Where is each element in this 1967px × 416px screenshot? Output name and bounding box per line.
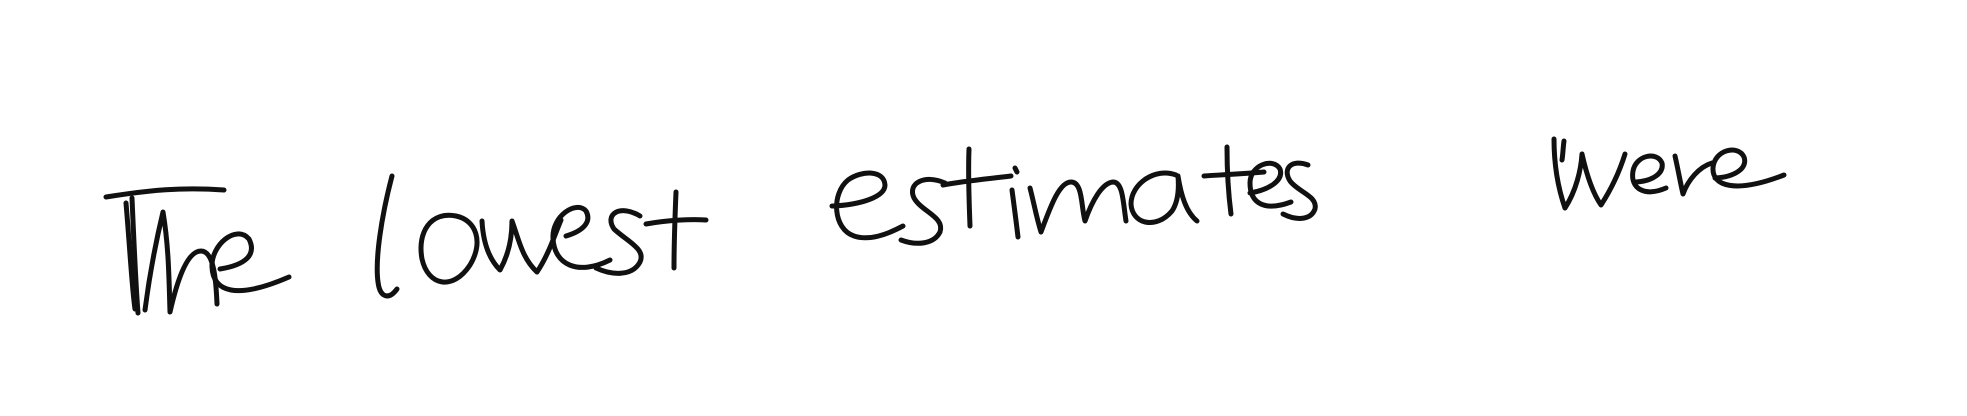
lowest-o bbox=[421, 215, 477, 282]
estimates-i bbox=[1012, 190, 1018, 237]
lowest-w bbox=[482, 220, 561, 272]
lowest-l bbox=[377, 176, 397, 296]
estimates-t-bar bbox=[943, 176, 1011, 185]
the-e bbox=[212, 234, 289, 291]
word-were bbox=[1554, 139, 1784, 208]
estimates-e-2 bbox=[1250, 163, 1291, 206]
lowest-t-stem bbox=[674, 192, 676, 268]
estimates-e bbox=[832, 173, 903, 238]
word-the bbox=[106, 189, 289, 313]
estimates-i-dot bbox=[1015, 168, 1017, 172]
estimates-s bbox=[901, 179, 945, 243]
estimates-t-stem bbox=[969, 149, 970, 226]
estimates-s-2 bbox=[1283, 163, 1315, 218]
the-t-bar bbox=[106, 189, 224, 197]
lowest-e bbox=[553, 207, 610, 267]
estimates-m bbox=[1030, 182, 1126, 232]
the-h bbox=[145, 212, 217, 312]
were-r bbox=[1675, 156, 1712, 194]
estimates-a bbox=[1131, 173, 1197, 223]
estimates-t-stem-2 bbox=[1227, 147, 1231, 214]
were-e-2 bbox=[1713, 150, 1784, 186]
were-e bbox=[1633, 156, 1666, 192]
word-lowest bbox=[377, 176, 706, 296]
word-estimates bbox=[832, 147, 1315, 243]
were-w-pen-lift bbox=[1562, 141, 1564, 160]
